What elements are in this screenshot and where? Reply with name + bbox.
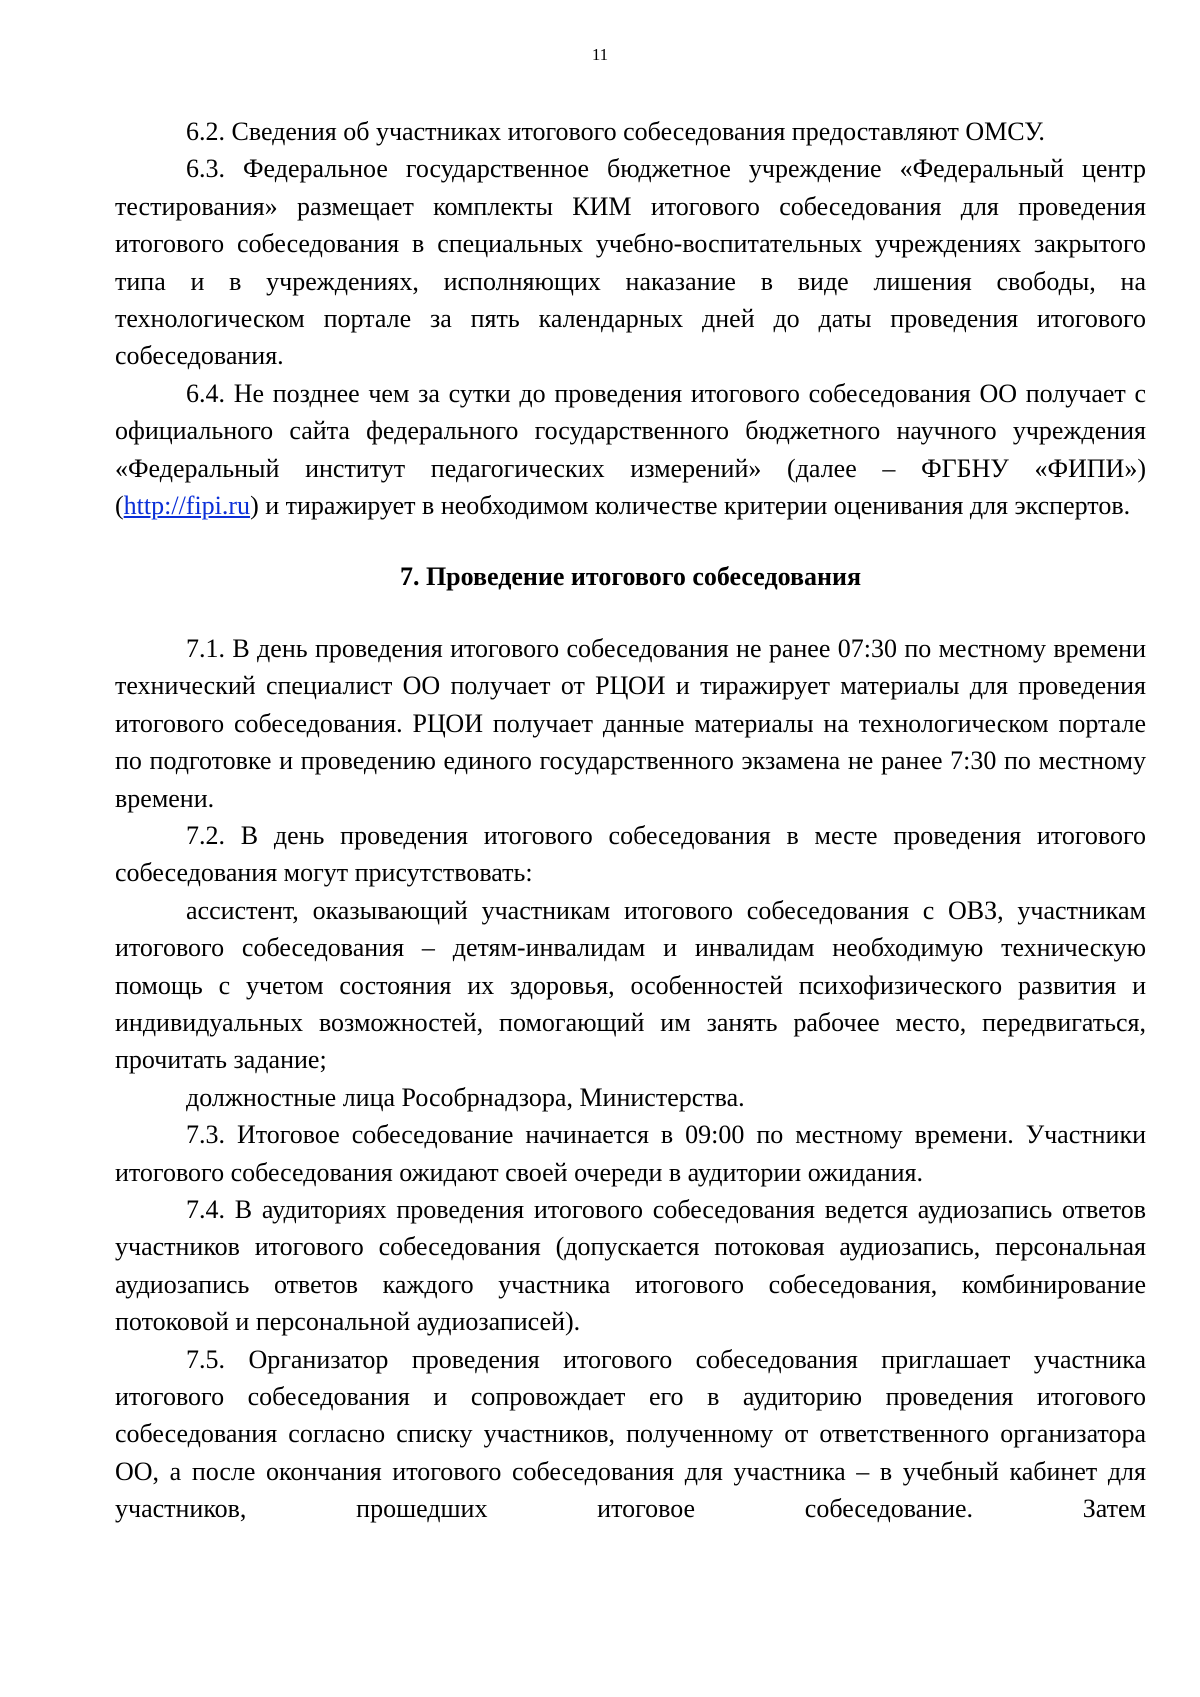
paragraph-7-1: 7.1. В день проведения итогового собеседования не ранее 07:30 по местному времени технический специалист ОО получает от РЦОИ и тиражирует материалы для проведения итогового собеседования. РЦОИ получает данные материалы на технологическом портале по подготовке и проведению единого государственного экзамена не ранее 7:30 по местному времени. [115, 633, 1146, 813]
section-heading-7: 7. Проведение итогового собеседования [399, 562, 862, 592]
paragraph-6-4 [115, 375, 1146, 525]
paragraph-7-2: 7.2. В день проведения итогового собеседования в месте проведения итогового собеседования могут присутствовать: [115, 820, 1146, 888]
paragraph-7-5: 7.5. Организатор проведения итогового собеседования приглашает участника итогового собеседования и сопровождает его в аудиторию проведения итогового собеседования согласно списку участников, полученному от ответственного организатора ОО, а после окончания итогового собеседования для участника – в учебный кабинет для участников, прошедших итоговое собеседование. Затем [115, 1344, 1146, 1524]
paragraph-7-3: 7.3. Итоговое собеседование начинается в 09:00 по местному времени. Участники итогового собеседования ожидают своей очереди в аудитории ожидания. [115, 1120, 1146, 1187]
paragraph-7-2-assistant: ассистент, оказывающий участникам итогового собеседования с ОВЗ, участникам итогового собеседования – детям-инвалидам и инвалидам необходимую техническую помощь с учетом состояния их здоровья, особенностей психофизического развития и индивидуальных возможностей, помогающий им занять рабочее место, передвигаться, прочитать задание; [115, 895, 1146, 1075]
paragraph-7-4: 7.4. В аудиториях проведения итогового собеседования ведется аудиозапись ответов участников итогового собеседования (допускается потоковая аудиозапись, персональная аудиозапись ответов каждого участника итогового собеседования, комбинирование потоковой и персональной аудиозаписей). [115, 1194, 1146, 1337]
paragraph-6-2: 6.2. Сведения об участниках итогового собеседования предоставляют ОМСУ. [186, 117, 1045, 146]
page-number: 11 [591, 45, 609, 64]
paragraph-6-4-text-after: ) и тиражирует в необходимом количестве критерии оценивания для экспертов. [250, 491, 1131, 521]
document-body [115, 113, 1146, 1528]
paragraph-6-3: 6.3. Федеральное государственное бюджетное учреждение «Федеральный центр тестирования» размещает комплекты КИМ итогового собеседования для проведения итогового собеседования в специальных учебно-воспитательных учреждениях закрытого типа и в учреждениях, исполняющих наказание в виде лишения свободы, на технологическом портале за пять календарных дней до даты проведения итогового собеседования. [115, 154, 1146, 371]
paragraph-6-4-text-before: 6.4. Не позднее чем за сутки до проведения итогового собеседования ОО получает с официального сайта федерального государственного бюджетного научного учреждения «Федеральный институт педагогических измерений» (далее – ФГБНУ «ФИПИ») ( [115, 378, 1146, 521]
fipi-link[interactable]: http://fipi.ru [123, 491, 251, 521]
paragraph-7-2-officials: должностные лица Рособрнадзора, Министерства. [186, 1082, 745, 1112]
